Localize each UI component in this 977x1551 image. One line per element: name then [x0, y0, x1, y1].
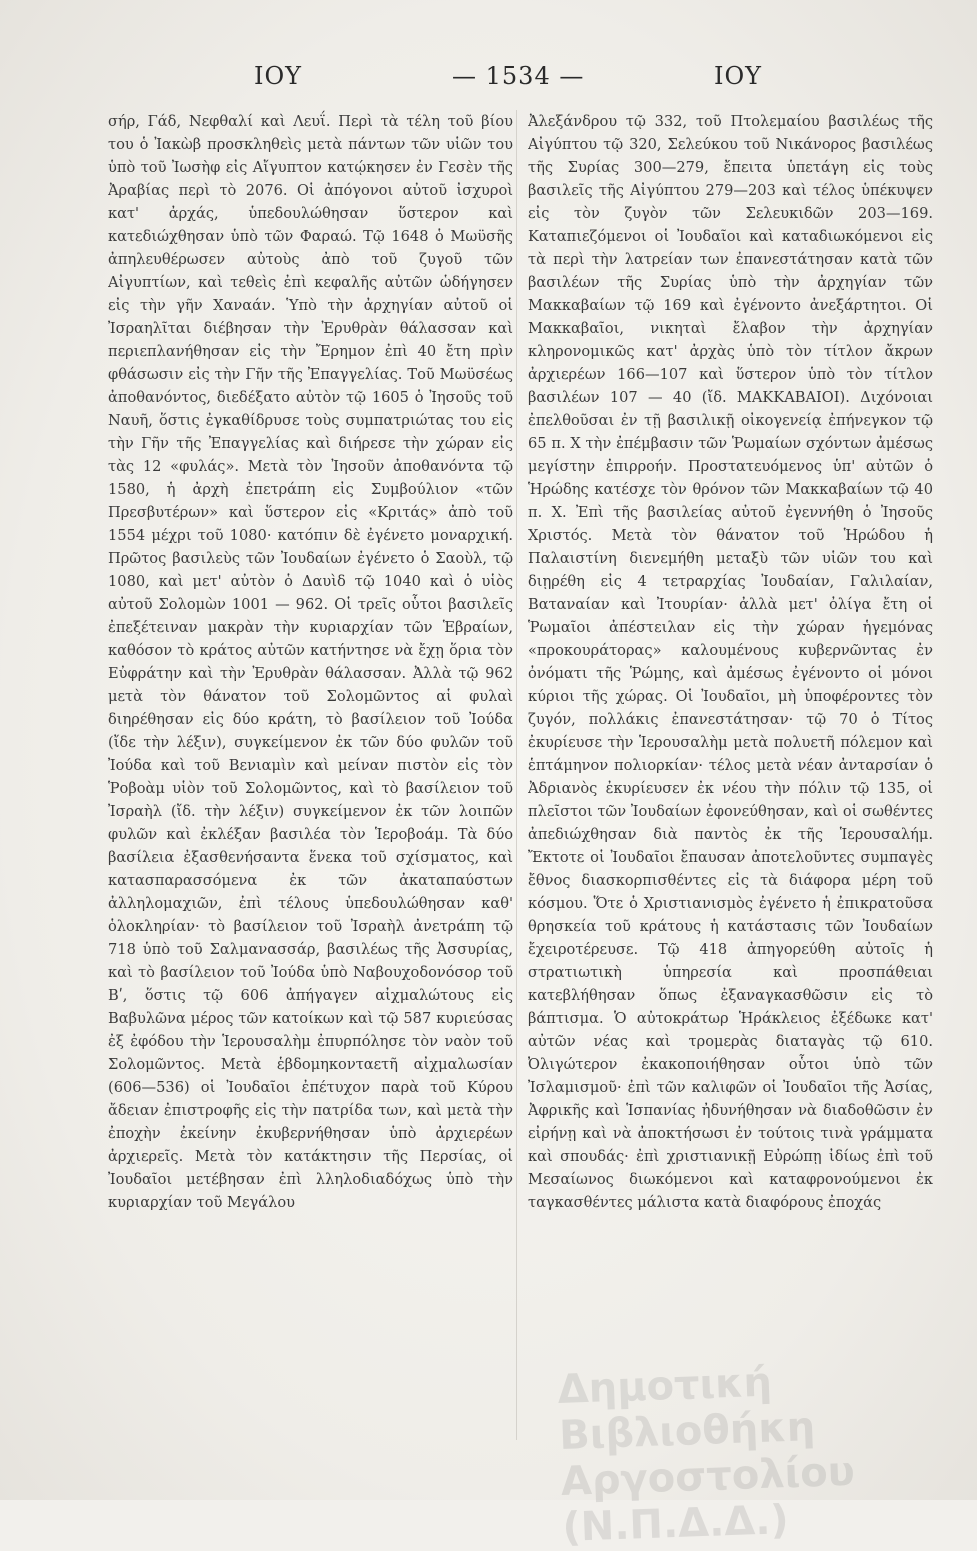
library-watermark: Δημοτική Βιβλιοθήκη Αργοστολίου (Ν.Π.Δ.Δ.) — [556, 1359, 856, 1551]
page-number: — 1534 — — [452, 62, 585, 90]
page-header — [108, 62, 908, 102]
right-column — [528, 110, 933, 1450]
column-divider — [516, 110, 517, 1440]
right-column-text: Ἀλεξάνδρου τῷ 332, τοῦ Πτολεμαίου βασιλέως τῆς Αἰγύπτου τῷ 320, Σελεύκου τοῦ Νικάνορος βασιλέως τῆς Συρίας 300—279, ἔπειτα ὑπετάγη εἰς τοὺς βασιλεῖς τῆς Αἰγύπτου 279—203 καὶ τέλος ὑπέκυψεν εἰς τὸν ζυγὸν τῶν Σελευκιδῶν 203—169. Καταπιεζόμενοι οἱ Ἰουδαῖοι καὶ καταδιωκόμενοι εἰς τὰ περὶ τὴν λατρείαν των ἐπανεστάτησαν κατὰ τῶν βασιλέων τῆς Συρίας ὑπὸ τὴν ἀρχηγίαν τῶν Μακκαβαίων τῷ 169 καὶ ἐγένοντο ἀνεξάρτητοι. Οἱ Μακκαβαῖοι, νικηταὶ ἔλαβον τὴν ἀρχηγίαν κληρονομικῶς κατ' ἀρχὰς ὑπὸ τὸν τίτλον ἄκρων ἀρχιερέων 166—107 καὶ ὕστερον ὑπὸ τὸν τίτλον βασιλέων 107 — 40 (ἴδ. ΜΑΚΚΑΒΑΙΟΙ). Διχόνοιαι ἐπελθοῦσαι ἐν τῇ βασιλικῇ οἰκογενείᾳ ἐπήνεγκον τῷ 65 π. Χ τὴν ἐπέμβασιν τῶν Ῥωμαίων σχόντων ἀμέσως μεγίστην ἐπιρροήν. Προστατευόμενος ὑπ' αὐτῶν ὁ Ἡρώδης κατέσχε τὸν θρόνον τῶν Μακκαβαίων τῷ 40 π. Χ. Ἐπὶ τῆς βασιλείας αὐτοῦ ἐγεννήθη ὁ Ἰησοῦς Χριστός. Μετὰ τὸν θάνατον τοῦ Ἡρώδου ἡ Παλαιστίνη διενεμήθη μεταξὺ τῶν υἱῶν του καὶ διῃρέθη εἰς 4 τετραρχίας Ἰουδαίαν, Γαλιλαίαν, Βαταναίαν καὶ Ἰτουρίαν· ἀλλὰ μετ' ὀλίγα ἔτη οἱ Ῥωμαῖοι ἀπέστειλαν εἰς τὴν χώραν ἡγεμόνας «προκουράτορας» καλουμένους κυβερνῶντας ἐν ὀνόματι τῆς Ῥώμης, καὶ ἀμέσως ἐγένοντο οἱ μόνοι κύριοι τῆς χώρας. Οἱ Ἰουδαῖοι, μὴ ὑποφέροντες τὸν ζυγόν, πολλάκις ἐπανεστάτησαν· τῷ 70 ὁ Τίτος ἐκυρίευσε τὴν Ἱερουσαλὴμ μετὰ πολυετῆ πόλεμον καὶ ἑπτάμηνον πολιορκίαν· τέλος μετὰ νέαν ἀνταρσίαν ὁ Ἀδριανὸς ἐκυρίευσεν ἐκ νέου τὴν πόλιν τῷ 135, οἱ πλεῖστοι τῶν Ἰουδαίων ἐφονεύθησαν, καὶ οἱ σωθέντες ἀπεδιώχθησαν διὰ παντὸς ἐκ τῆς Ἱερουσαλήμ. Ἔκτοτε οἱ Ἰουδαῖοι ἔπαυσαν ἀποτελοῦντες συμπαγὲς ἔθνος διασκορπισθέντες εἰς τὰ διάφορα μέρη τοῦ κόσμου. Ὅτε ὁ Χριστιανισμὸς ἐγένετο ἡ ἐπικρατοῦσα θρησκεία τοῦ κράτους ἡ κατάστασις τῶν Ἰουδαίων ἔχειροτέρευσε. Τῷ 418 ἀπηγορεύθη αὐτοῖς ἡ στρατιωτικὴ ὑπηρεσία καὶ προσπάθειαι κατεβλήθησαν ὅπως ἐξαναγκασθῶσιν εἰς τὸ βάπτισμα. Ὁ αὐτοκράτωρ Ἡράκλειος ἐξέδωκε κατ' αὐτῶν νέας καὶ τρομερὰς διαταγὰς τῷ 610. Ὀλιγώτερον ἐκακοποιήθησαν οὗτοι ὑπὸ τῶν Ἰσλαμισμοῦ· ἐπὶ τῶν καλιφῶν οἱ Ἰουδαῖοι τῆς Ἀσίας, Ἀφρικῆς καὶ Ἱσπανίας ἠδυνήθησαν νὰ διαδοθῶσιν ἐν εἰρήνῃ καὶ νὰ ἀποκτήσωσι ἐν τούτοις τινὰ γράμματα καὶ σπουδάς· ἐπὶ χριστιανικῇ Εὐρώπῃ ἰδίως ἐπὶ τοῦ Μεσαίωνος διωκόμενοι καὶ καταφρονούμενοι ἐκ ταγκασθέντες μάλιστα κατὰ διαφόρους ἐποχάς — [528, 113, 933, 1211]
left-running-head: ΙΟΥ — [254, 62, 302, 90]
right-running-head: ΙΟΥ — [714, 62, 762, 90]
left-column — [108, 110, 513, 1450]
left-column-text: σήρ, Γάδ, Νεφθαλί καὶ Λευΐ. Περὶ τὰ τέλη τοῦ βίου του ὁ Ἰακὼβ προσκληθεὶς μετὰ πάντων τῶν υἱῶν του ὑπὸ τοῦ Ἰωσὴφ εἰς Αἴγυπτον κατῴκησεν ἐν Γεσὲν τῆς Ἀραβίας περὶ τὸ 2076. Οἱ ἀπόγονοι αὐτοῦ ἰσχυροὶ κατ' ἀρχάς, ὑπεδουλώθησαν ὕστερον καὶ κατεδιώχθησαν ὑπὸ τῶν Φαραώ. Τῷ 1648 ὁ Μωϋσῆς ἀπηλευθέρωσεν αὐτοὺς ἀπὸ τοῦ ζυγοῦ τῶν Αἰγυπτίων, καὶ τεθεὶς ἐπὶ κεφαλῆς αὐτῶν ὡδήγησεν εἰς τὴν γῆν Χαναάν. Ὑπὸ τὴν ἀρχηγίαν αὐτοῦ οἱ Ἰσραηλῖται διέβησαν τὴν Ἐρυθρὰν θάλασσαν καὶ περιεπλανήθησαν εἰς τὴν Ἔρημον ἐπὶ 40 ἔτη πρὶν φθάσωσιν εἰς τὴν Γῆν τῆς Ἐπαγγελίας. Τοῦ Μωϋσέως ἀποθανόντος, διεδέξατο αὐτὸν τῷ 1605 ὁ Ἰησοῦς τοῦ Ναυῆ, ὅστις ἐγκαθίδρυσε τοὺς συμπατριώτας του εἰς τὴν Γῆν τῆς Ἐπαγγελίας καὶ διήρεσε τὴν χώραν εἰς τὰς 12 «φυλάς». Μετὰ τὸν Ἰησοῦν ἀποθανόντα τῷ 1580, ἡ ἀρχὴ ἐπετράπη εἰς Συμβούλιον «τῶν Πρεσβυτέρων» καὶ ὕστερον εἰς «Κριτάς» ἀπὸ τοῦ 1554 μέχρι τοῦ 1080· κατόπιν δὲ ἐγένετο μοναρχική. Πρῶτος βασιλεὺς τῶν Ἰουδαίων ἐγένετο ὁ Σαοὺλ, τῷ 1080, καὶ μετ' αὐτὸν ὁ Δαυὶδ τῷ 1040 καὶ ὁ υἱὸς αὐτοῦ Σολομὼν 1001 — 962. Οἱ τρεῖς οὗτοι βασιλεῖς ἐπεξέτειναν μακρὰν τὴν κυριαρχίαν τῶν Ἑβραίων, καθόσον τὸ κράτος αὐτῶν κατήντησε νὰ ἔχῃ ὅρια τὸν Εὐφράτην καὶ τὴν Ἐρυθρὰν θάλασσαν. Ἀλλὰ τῷ 962 μετὰ τὸν θάνατον τοῦ Σολομῶντος αἱ φυλαὶ διηρέθησαν εἰς δύο κράτη, τὸ βασίλειον τοῦ Ἰούδα (ἴδε τὴν λέξιν), συγκείμενον ἐκ τῶν δύο φυλῶν τοῦ Ἰούδα καὶ τοῦ Βενιαμὶν καὶ μείναν πιστὸν εἰς τὸν Ῥοβοὰμ υἱὸν τοῦ Σολομῶντος, καὶ τὸ βασίλειον τοῦ Ἰσραὴλ (ἴδ. τὴν λέξιν) συγκείμενον ἐκ τῶν λοιπῶν φυλῶν καὶ ἐκλέξαν βασιλέα τὸν Ἱεροβοάμ. Τὰ δύο βασίλεια ἐξασθενήσαντα ἕνεκα τοῦ σχίσματος, καὶ κατασπαρασσόμενα ἐκ τῶν ἀκαταπαύστων ἀλληλομαχιῶν, ἐπὶ τέλους ὑπεδουλώθησαν καθ' ὁλοκληρίαν· τὸ βασίλειον τοῦ Ἰσραὴλ ἀνετράπη τῷ 718 ὑπὸ τοῦ Σαλμανασσάρ, βασιλέως τῆς Ἀσσυρίας, καὶ τὸ βασίλειον τοῦ Ἰούδα ὑπὸ Ναβουχοδονόσορ τοῦ Βʹ, ὅστις τῷ 606 ἀπήγαγεν αἰχμαλώτους εἰς Βαβυλῶνα μέρος τῶν κατοίκων καὶ τῷ 587 κυριεύσας ἐξ ἐφόδου τὴν Ἱερουσαλὴμ ἐπυρπόλησε τὸν ναὸν τοῦ Σολομῶντος. Μετὰ ἑβδομηκονταετῆ αἰχμαλωσίαν (606—536) οἱ Ἰουδαῖοι ἐπέτυχον παρὰ τοῦ Κύρου ἄδειαν ἐπιστροφῆς εἰς τὴν πατρίδα των, καὶ μετὰ τὴν ἐποχὴν ἐκείνην ἐκυβερνήθησαν ὑπὸ ἀρχιερέων ἀρχιερεῖς. Μετὰ τὸν κατάκτησιν τῆς Περσίας, οἱ Ἰουδαῖοι μετέβησαν ἐπὶ λληλοδιαδόχως ὑπὸ τὴν κυριαρχίαν τοῦ Μεγάλου — [108, 113, 513, 1211]
